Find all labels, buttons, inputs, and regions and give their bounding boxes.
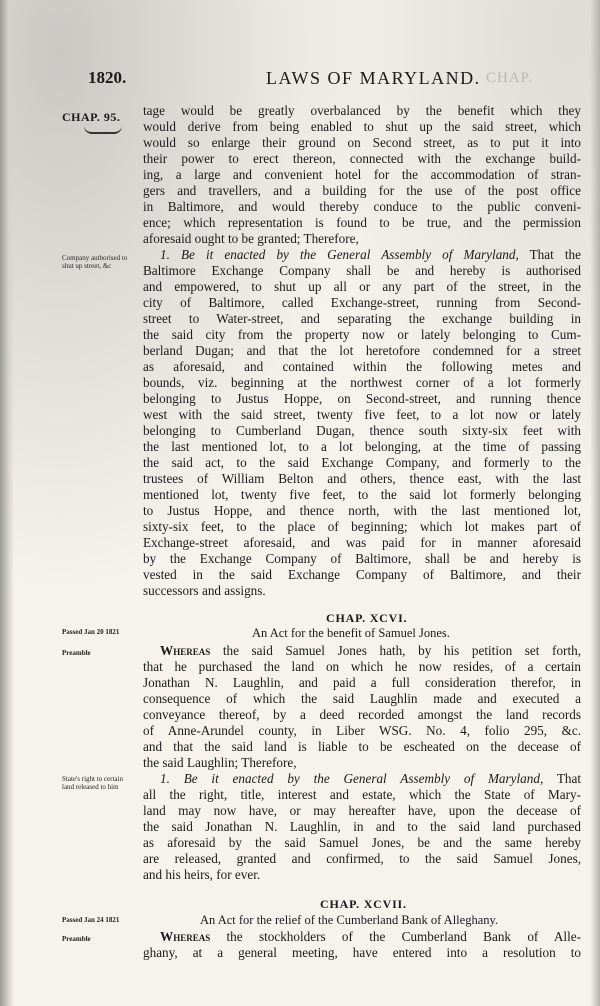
margin-note-company: Company authorised to shut up street, &c — [62, 254, 128, 270]
act-title-96: An Act for the benefit of Samuel Jones. — [252, 626, 450, 640]
running-head-title: LAWS OF MARYLAND. — [266, 68, 481, 88]
text-line: all the right, title, interest and estate, which the State of Mary- — [143, 787, 581, 802]
text-line: conveyance thereof, by a deed recorded amongst the land records — [143, 707, 581, 722]
margin-note-passed-97: Passed Jan 24 1821 — [62, 916, 120, 924]
text-line: tage would be greatly overbalanced by the benefit which they — [143, 103, 581, 118]
whereas-continuation: the said Samuel Jones hath, by his petition set forth, — [210, 643, 581, 658]
text-line: Baltimore Exchange Company shall be and hereby is authorised — [143, 263, 581, 278]
text-line: the said Laughlin; Therefore, — [143, 755, 297, 770]
running-head — [88, 68, 588, 92]
text-line: berland Dugan; and that the lot heretofore condemned for a street — [143, 343, 581, 358]
enacting-continuation: That — [543, 771, 581, 786]
enacting-continuation: That the — [518, 247, 581, 262]
text-line: Exchange-street aforesaid, and was paid for in manner aforesaid — [143, 535, 581, 550]
act-title-97: An Act for the relief of the Cumberland Bank of Alleghany. — [200, 913, 499, 927]
enacting-clause-95 — [160, 247, 581, 263]
enacting-formula: 1. Be it enacted by the General Assembly of Maryland, — [160, 247, 519, 262]
whereas-line-97 — [160, 929, 581, 945]
running-head-year: 1820. — [88, 68, 127, 87]
text-line: as aforesaid by the said Samuel Jones, be and the same hereby — [143, 835, 581, 850]
page-shadow-left — [0, 0, 14, 1006]
text-line: west with the said street, twenty five feet, to a lot now or lately — [143, 407, 581, 422]
text-line: by the Exchange Company of Baltimore, shall be and hereby is — [143, 551, 581, 566]
text-line: bounds, viz. beginning at the northwest corner of a lot formerly — [143, 375, 581, 390]
page-shadow-right — [590, 0, 600, 1006]
text-line: would so enlarge their ground on Second street, as to put it into — [143, 135, 581, 150]
margin-note-state-right: State's right to certain land released to him — [62, 775, 123, 791]
text-line: would derive from being enabled to shut up the said street, which — [143, 119, 581, 134]
text-line: consequence of which the said Laughlin made and executed a — [143, 691, 581, 706]
running-head-bleed-through: CHAP. — [486, 70, 534, 86]
text-line: street to Water-street, and separating the exchange building in — [143, 311, 581, 326]
text-line: the said Jonathan N. Laughlin, in and to the said land purchased — [143, 819, 581, 834]
text-line: aforesaid ought to be granted; Therefore, — [143, 231, 359, 246]
text-line: Jonathan N. Laughlin, and paid a full consideration therefor, in — [143, 675, 581, 690]
text-line: the last mentioned lot, to a lot belonging, at the time of passing — [143, 439, 581, 454]
chapter-heading-97: CHAP. XCVII. — [320, 897, 407, 911]
text-line: and that the said land is liable to be escheated on the decease of — [143, 739, 581, 754]
enacting-formula: 1. Be it enacted by the General Assembly of Maryland, — [160, 771, 544, 786]
text-line: are released, granted and confirmed, to the said Samuel Jones, — [143, 851, 581, 866]
text-line: sixty-six feet, to the place of beginning; which lot makes part of — [143, 519, 581, 534]
enacting-clause-96 — [160, 771, 581, 787]
chapter-heading-96: CHAP. XCVI. — [326, 611, 408, 625]
text-line: successors and assigns. — [143, 583, 266, 598]
margin-chapter-label: CHAP. 95. — [62, 110, 121, 124]
text-line: the said act, to the said Exchange Company, and formerly to the — [143, 455, 581, 470]
whereas-continuation: the stockholders of the Cumberland Bank of Alle- — [210, 929, 581, 944]
text-line: and his heirs, for ever. — [143, 867, 261, 882]
text-line: that he purchased the land on which he now resides, of a certain — [143, 659, 581, 674]
margin-note-preamble-97: Preamble — [62, 935, 91, 943]
text-line: belonging to Cumberland Dugan, thence south sixty-six feet with — [143, 423, 581, 438]
text-line: the said city from the property now or lately belonging to Cum- — [143, 327, 581, 342]
text-line: mentioned lot, twenty five feet, to the said lot formerly belonging — [143, 487, 581, 502]
text-line: ing, a large and convenient hotel for the accommodation of stran- — [143, 167, 581, 182]
text-line: as aforesaid, and contained within the following metes and — [143, 359, 581, 374]
text-line: their power to erect thereon, connected with the exchange build- — [143, 151, 581, 166]
text-line: and empowered, to shut up all or any part of the street, in the — [143, 279, 581, 294]
margin-note-preamble-96: Preamble — [62, 649, 91, 657]
text-line: belonging to Justus Hoppe, on Second-street, and running thence — [143, 391, 581, 406]
margin-note-passed-96: Passed Jan 20 1821 — [62, 628, 120, 636]
text-line: to Justus Hoppe, and thence north, with the last mentioned lot, — [143, 503, 581, 518]
whereas-word: Whereas — [160, 643, 211, 658]
text-line: gers and travellers, and a building for the use of the post office — [143, 183, 581, 198]
text-line: of Anne-Arundel county, in Liber WSG. No. 4, folio 295, &c. — [143, 723, 581, 738]
text-line: land may now have, or may hereafter have, upon the decease of — [143, 803, 581, 818]
text-line: in Baltimore, and would thereby conduce to the public conveni- — [143, 199, 581, 214]
whereas-line-96 — [160, 643, 581, 659]
text-line: ghany, at a general meeting, have entered into a resolution to — [143, 945, 581, 960]
text-line: vested in the said Exchange Company of Baltimore, and their — [143, 567, 581, 582]
text-line: city of Baltimore, called Exchange-street, running from Second- — [143, 295, 581, 310]
text-line: ence; which representation is found to be true, and the permission — [143, 215, 581, 230]
margin-brace-ornament — [84, 126, 122, 134]
whereas-word: Whereas — [160, 929, 211, 944]
text-line: trustees of William Belton and others, thence east, with the last — [143, 471, 581, 486]
